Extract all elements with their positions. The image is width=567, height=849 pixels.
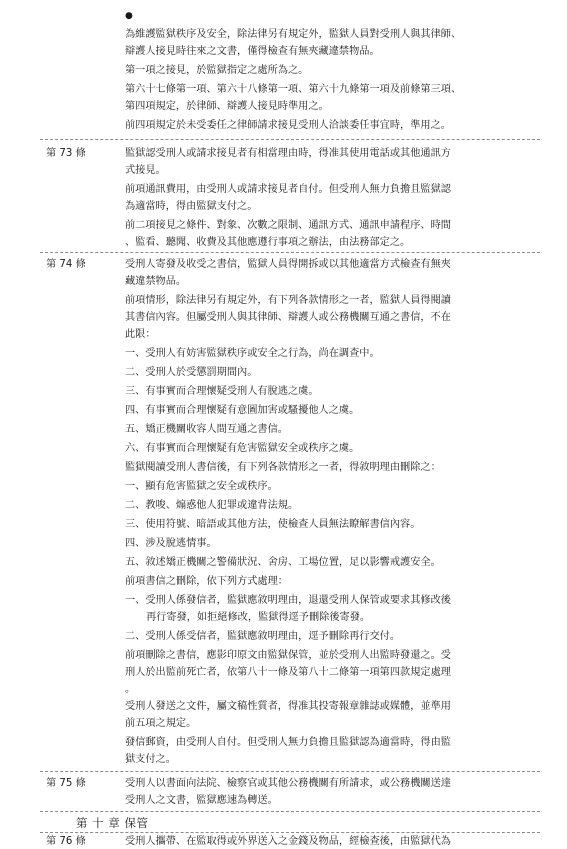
paragraph-line: 發信郵資，由受刑人自付。但受刑人無力負擔且監獄認為適當時，得由監 xyxy=(125,737,451,748)
paragraph-line: 第六十七條第一項、第六十八條第一項、第六十九條第一項及前條第三項、 xyxy=(125,84,462,95)
paragraph-line: 受刑人攜帶、在監取得或外界送入之金錢及物品，經檢查後，由監獄代為 xyxy=(125,836,451,847)
paragraph-line: 為適當時，得由監獄支付之。 xyxy=(125,201,258,212)
paragraph-line: 此限： xyxy=(125,329,156,340)
list-item: 三、使用符號、暗語或其他方法，使檢查人員無法瞭解書信內容。 xyxy=(125,519,421,530)
paragraph-line: 藏違禁物品。 xyxy=(125,276,187,287)
list-item: 一、受刑人係發信者，監獄應敘明理由，退還受刑人保管或要求其修改後 xyxy=(125,595,451,606)
list-item: 五、敘述矯正機關之警備狀況、舍房、工場位置，足以影響戒護安全。 xyxy=(125,557,441,568)
article-divider xyxy=(40,811,540,812)
article-label: 第 74 條 xyxy=(46,259,86,270)
article-divider xyxy=(40,139,540,140)
list-item-continuation: 再行寄發，如拒絕修改，監獄得逕予刪除後寄發。 xyxy=(146,612,371,623)
article-label: 第 75 條 xyxy=(46,778,86,789)
paragraph-line: 受刑人之文書，監獄應速為轉送。 xyxy=(125,795,278,806)
paragraph-line: 式接見。 xyxy=(125,165,166,176)
list-item: 三、有事實而合理懷疑受刑人有脫逃之虞。 xyxy=(125,386,319,397)
article-divider xyxy=(40,252,540,253)
paragraph-line: 、監看、聽聞、收費及其他應遵行事項之辦法，由法務部定之。 xyxy=(125,237,411,248)
paragraph-line: 第一項之接見，於監獄指定之處所為之。 xyxy=(125,65,309,76)
article-divider xyxy=(40,771,540,772)
paragraph-line: 前二項接見之條件、對象、次數之限制、通訊方式、通訊申請程序、時間 xyxy=(125,220,451,231)
list-item: 二、受刑人於受懲罰期間內。 xyxy=(125,367,258,378)
paragraph-line: 為維護監獄秩序及安全，除法律另有規定外，監獄人員對受刑人與其律師、 xyxy=(125,29,462,40)
paragraph-line: 辯護人接見時往來之文書，僅得檢查有無夾藏違禁物品。 xyxy=(125,46,380,57)
paragraph-line: 獄支付之。 xyxy=(125,754,176,765)
list-item: 一、受刑人有妨害監獄秩序或安全之行為，尚在調查中。 xyxy=(125,348,380,359)
article-label: 第 73 條 xyxy=(46,148,86,159)
paragraph-line: 前四項規定於未受委任之律師請求接見受刑人洽談委任事宜時，準用之。 xyxy=(125,120,451,131)
article-divider xyxy=(40,832,540,833)
list-item: 二、受刑人係受信者，監獄應敘明理由，逕予刪除再行交付。 xyxy=(125,631,401,642)
paragraph-line: 刑人於出監前死亡者，依第八十一條及第八十二條第一項第四款規定處理 xyxy=(125,667,451,678)
chapter-heading: 第 十 章 保管 xyxy=(76,816,149,830)
paragraph-line: 受刑人發送之文件，屬文稿性質者，得准其投寄報章雜誌或媒體，並準用 xyxy=(125,701,451,712)
list-item: 一、顯有危害監獄之安全或秩序。 xyxy=(125,481,278,492)
top-bullet-mark: ● xyxy=(125,11,133,21)
list-item: 四、有事實而合理懷疑有意圖加害或騷擾他人之虞。 xyxy=(125,405,360,416)
list-item: 五、矯正機關收容人間互通之書信。 xyxy=(125,424,288,435)
paragraph-line: 前五項之規定。 xyxy=(125,718,197,729)
list-item: 六、有事實而合理懷疑有危害監獄安全或秩序之虞。 xyxy=(125,443,360,454)
paragraph-line: 前項刪除之書信，應影印原文由監獄保管，並於受刑人出監時發還之。受 xyxy=(125,650,451,661)
paragraph-line: 前項書信之刪除，依下列方式處理： xyxy=(125,576,288,587)
paragraph-line: 其書信內容。但屬受刑人與其律師、辯護人或公務機關互通之書信，不在 xyxy=(125,312,451,323)
paragraph-line: 受刑人寄發及收受之書信，監獄人員得開拆或以其他適當方式檢查有無夾 xyxy=(125,259,451,270)
paragraph-line: 監獄認受刑人或請求接見者有相當理由時，得准其使用電話或其他通訊方 xyxy=(125,148,451,159)
paragraph-line: 第四項規定，於律師、辯護人接見時準用之。 xyxy=(125,101,329,112)
paragraph-line: 。 xyxy=(125,684,136,695)
article-label: 第 76 條 xyxy=(46,836,86,847)
paragraph-line: 前項通訊費用，由受刑人或請求接見者自付。但受刑人無力負擔且監獄認 xyxy=(125,184,451,195)
list-item: 二、教唆、煽惑他人犯罪或違背法規。 xyxy=(125,500,299,511)
paragraph-line: 前項情形，除法律另有規定外，有下列各款情形之一者，監獄人員得閱讀 xyxy=(125,295,451,306)
paragraph-line: 監獄閱讀受刑人書信後，有下列各款情形之一者，得敘明理由刪除之： xyxy=(125,462,441,473)
list-item: 四、涉及脫逃情事。 xyxy=(125,538,217,549)
paragraph-line: 受刑人以書面向法院、檢察官或其他公務機關有所請求，或公務機關送達 xyxy=(125,778,451,789)
